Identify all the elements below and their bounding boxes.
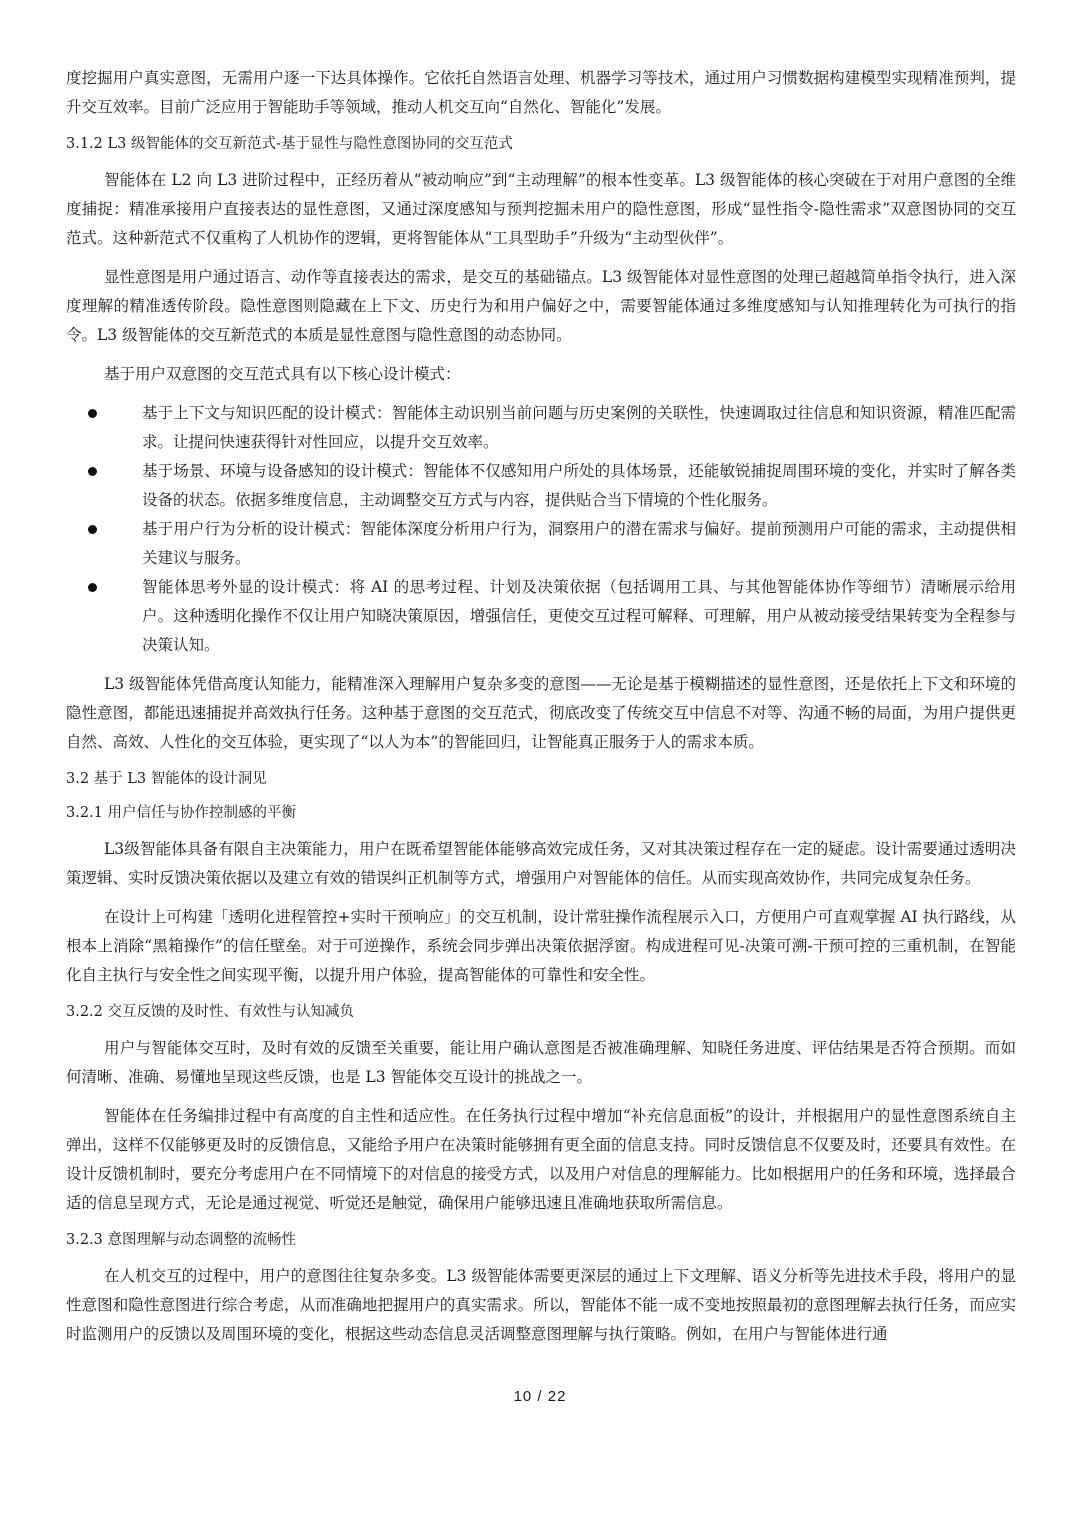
paragraph: 用户与智能体交互时，及时有效的反馈至关重要，能让用户确认意图是否被准确理解、知晓任务进度、评估结果是否符合预期。而如何清晰、准确、易懂地呈现这些反馈，也是 L3 智能体交互设计的挑战之一。 — [66, 1039, 1016, 1086]
paragraph: 基于用户双意图的交互范式具有以下核心设计模式： — [104, 365, 461, 383]
section-heading-3-2-1: 3.2.1 用户信任与协作控制感的平衡 — [66, 805, 297, 821]
bullet-list — [66, 399, 1016, 660]
bullet-icon — [88, 409, 97, 418]
bullet-icon — [88, 583, 97, 592]
list-item — [66, 573, 1016, 660]
paragraph: 智能体在 L2 向 L3 进阶过程中，正经历着从“被动响应”到“主动理解”的根本性变革。L3 级智能体的核心突破在于对用户意图的全维度捕捉：精准承接用户直接表达的显性意图，又通过深度感知与预判挖掘未用户的隐性意图，形成“显性指令-隐性需求”双意图协同的交互范式。这种新范式不仅重构了人机协作的逻辑，更将智能体从“工具型助手”升级为“主动型伙伴”。 — [66, 171, 1016, 247]
paragraph: L3级智能体具备有限自主决策能力，用户在既希望智能体能够高效完成任务，又对其决策过程存在一定的疑虑。设计需要通过透明决策逻辑、实时反馈决策依据以及建立有效的错误纠正机制等方式，增强用户对智能体的信任。从而实现高效协作，共同完成复杂任务。 — [66, 840, 1016, 887]
section-heading-3-1-2: 3.1.2 L3 级智能体的交互新范式-基于显性与隐性意图协同的交互范式 — [66, 136, 513, 152]
paragraph: 智能体在任务编排过程中有高度的自主性和适应性。在任务执行过程中增加“补充信息面板”的设计，并根据用户的显性意图系统自主弹出，这样不仅能够更及时的反馈信息，又能给予用户在决策时能够拥有更全面的信息支持。同时反馈信息不仅要及时，还要具有效性。在设计反馈机制时，要充分考虑用户在不同情境下的对信息的接受方式，以及用户对信息的理解能力。比如根据用户的任务和环境，选择最合适的信息呈现方式，无论是通过视觉、听觉还是触觉，确保用户能够迅速且准确地获取所需信息。 — [66, 1107, 1016, 1212]
bullet-icon — [88, 467, 97, 476]
list-item — [66, 515, 1016, 573]
paragraph: 显性意图是用户通过语言、动作等直接表达的需求，是交互的基础锚点。L3 级智能体对显性意图的处理已超越简单指令执行，进入深度理解的精准透传阶段。隐性意图则隐藏在上下文、历史行为和用户偏好之中，需要智能体通过多维度感知与认知推理转化为可执行的指令。L3 级智能体的交互新范式的本质是显性意图与隐性意图的动态协同。 — [66, 268, 1016, 344]
section-heading-3-2-3: 3.2.3 意图理解与动态调整的流畅性 — [66, 1232, 297, 1248]
list-item — [66, 399, 1016, 457]
page-number: 10 / 22 — [513, 1388, 567, 1405]
paragraph-intro: 度挖掘用户真实意图，无需用户逐一下达具体操作。它依托自然语言处理、机器学习等技术，通过用户习惯数据构建模型实现精准预判，提升交互效率。目前广泛应用于智能助手等领域，推动人机交互向“自然化、智能化”发展。 — [66, 69, 1016, 116]
document-body — [66, 64, 1016, 1359]
list-item-text: 基于上下文与知识匹配的设计模式：智能体主动识别当前问题与历史案例的关联性，快速调取过往信息和知识资源，精准匹配需求。让提问快速获得针对性回应，以提升交互效率。 — [142, 404, 1016, 451]
list-item-text: 智能体思考外显的设计模式：将 AI 的思考过程、计划及决策依据（包括调用工具、与其他智能体协作等细节）清晰展示给用户。这种透明化操作不仅让用户知晓决策原因，增强信任，更使交互过程可解释、可理解，用户从被动接受结果转变为全程参与决策认知。 — [142, 578, 1016, 654]
list-item — [66, 457, 1016, 515]
paragraph: 在人机交互的过程中，用户的意图往往复杂多变。L3 级智能体需要更深层的通过上下文理解、语义分析等先进技术手段，将用户的显性意图和隐性意图进行综合考虑，从而准确地把握用户的真实需求。所以，智能体不能一成不变地按照最初的意图理解去执行任务，而应实时监测用户的反馈以及周围环境的变化，根据这些动态信息灵活调整意图理解与执行策略。例如，在用户与智能体进行通 — [66, 1267, 1016, 1343]
paragraph: L3 级智能体凭借高度认知能力，能精准深入理解用户复杂多变的意图——无论是基于模糊描述的显性意图，还是依托上下文和环境的隐性意图，都能迅速捕捉并高效执行任务。这种基于意图的交互范式，彻底改变了传统交互中信息不对等、沟通不畅的局面，为用户提供更自然、高效、人性化的交互体验，更实现了“以人为本”的智能回归，让智能真正服务于人的需求本质。 — [66, 675, 1016, 751]
section-heading-3-2-2: 3.2.2 交互反馈的及时性、有效性与认知减负 — [66, 1004, 355, 1020]
bullet-icon — [88, 525, 97, 534]
section-heading-3-2: 3.2 基于 L3 智能体的设计洞见 — [66, 771, 267, 787]
list-item-text: 基于场景、环境与设备感知的设计模式：智能体不仅感知用户所处的具体场景，还能敏锐捕捉周围环境的变化，并实时了解各类设备的状态。依据多维度信息，主动调整交互方式与内容，提供贴合当下情境的个性化服务。 — [142, 462, 1016, 509]
paragraph: 在设计上可构建「透明化进程管控+实时干预响应」的交互机制，设计常驻操作流程展示入口，方便用户可直观掌握 AI 执行路线，从根本上消除“黑箱操作”的信任壁垒。对于可逆操作，系统会同步弹出决策依据浮窗。构成进程可见-决策可溯-干预可控的三重机制，在智能化自主执行与安全性之间实现平衡，以提升用户体验，提高智能体的可靠性和安全性。 — [66, 908, 1016, 984]
list-item-text: 基于用户行为分析的设计模式：智能体深度分析用户行为，洞察用户的潜在需求与偏好。提前预测用户可能的需求，主动提供相关建议与服务。 — [142, 520, 1016, 567]
